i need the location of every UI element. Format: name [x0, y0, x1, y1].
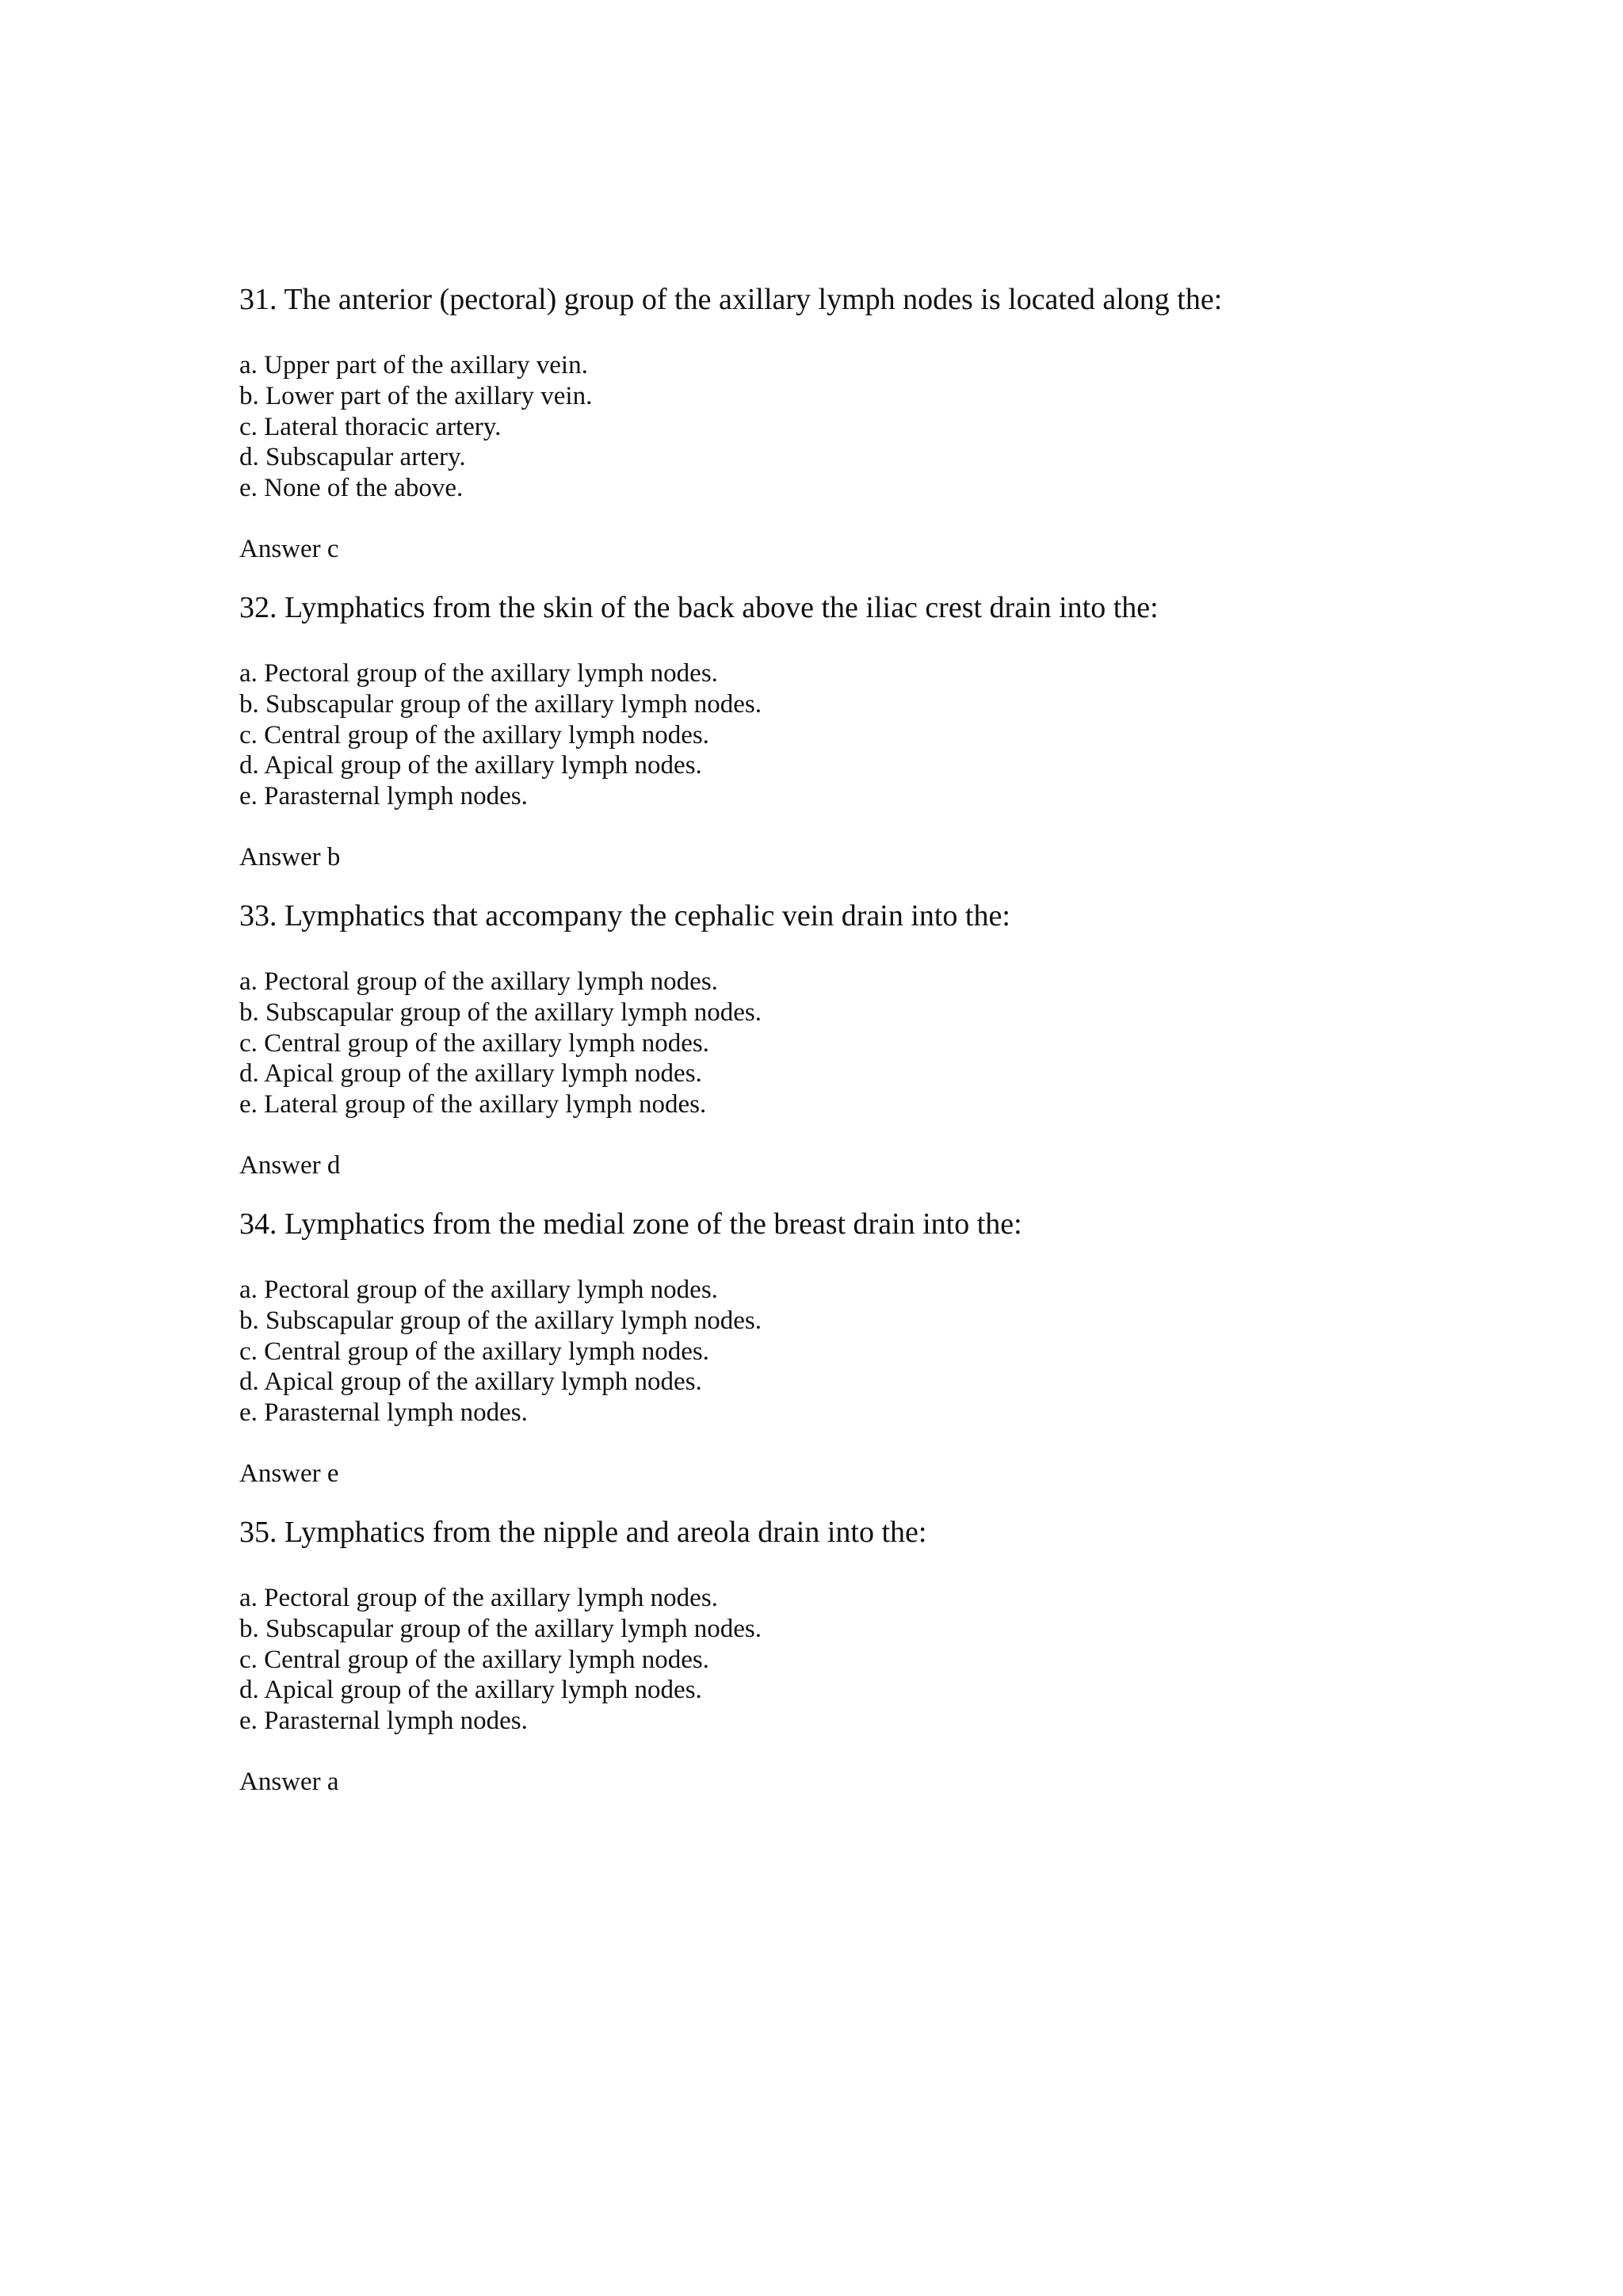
option-list [239, 350, 592, 504]
option-e: e. None of the above. [239, 474, 464, 503]
question-text: 31. The anterior (pectoral) group of the axillary lymph nodes is located along the: [239, 283, 1223, 316]
option-c: c. Central group of the axillary lymph nodes. [239, 1645, 709, 1674]
option-a: a. Pectoral group of the axillary lymph nodes. [239, 1276, 718, 1304]
option-a: a. Pectoral group of the axillary lymph nodes. [239, 1584, 718, 1612]
option-d: d. Apical group of the axillary lymph nodes. [239, 751, 702, 780]
question-text: 35. Lymphatics from the nipple and areola drain into the: [239, 1516, 927, 1549]
question-text: 34. Lymphatics from the medial zone of the breast drain into the: [239, 1207, 1022, 1241]
question-31 [239, 282, 1507, 590]
option-b: b. Lower part of the axillary vein. [239, 381, 593, 410]
option-e: e. Parasternal lymph nodes. [239, 1398, 528, 1428]
option-e: e. Parasternal lymph nodes. [239, 782, 528, 811]
question-text: 33. Lymphatics that accompany the cephalic vein drain into the: [239, 899, 1010, 933]
question-text: 32. Lymphatics from the skin of the back above the iliac crest drain into the: [239, 591, 1159, 624]
question-35 [239, 1515, 1507, 1823]
answer-line: Answer a [239, 1768, 339, 1796]
option-list [239, 1583, 762, 1737]
option-list [239, 967, 762, 1120]
option-a: a. Pectoral group of the axillary lymph nodes. [239, 659, 718, 688]
option-d: d. Apical group of the axillary lymph nodes. [239, 1676, 702, 1705]
option-c: c. Central group of the axillary lymph nodes. [239, 1337, 709, 1366]
option-c: c. Central group of the axillary lymph nodes. [239, 720, 709, 749]
option-e: e. Parasternal lymph nodes. [239, 1707, 528, 1736]
option-b: b. Subscapular group of the axillary lymph nodes. [239, 997, 762, 1027]
option-d: d. Apical group of the axillary lymph nodes. [239, 1059, 702, 1089]
option-list [239, 658, 762, 812]
option-c: c. Central group of the axillary lymph nodes. [239, 1028, 709, 1058]
option-b: b. Subscapular group of the axillary lymph nodes. [239, 1614, 762, 1643]
option-a: a. Pectoral group of the axillary lymph nodes. [239, 967, 718, 996]
option-c: c. Lateral thoracic artery. [239, 412, 502, 441]
answer-line: Answer b [239, 843, 341, 871]
option-list [239, 1275, 762, 1428]
question-32 [239, 590, 1507, 898]
answer-line: Answer c [239, 535, 339, 563]
option-b: b. Subscapular group of the axillary lymph nodes. [239, 689, 762, 719]
option-a: a. Upper part of the axillary vein. [239, 351, 588, 379]
answer-line: Answer e [239, 1459, 339, 1488]
option-b: b. Subscapular group of the axillary lymph nodes. [239, 1306, 762, 1335]
question-34 [239, 1207, 1507, 1515]
answer-line: Answer d [239, 1151, 341, 1180]
option-e: e. Lateral group of the axillary lymph nodes. [239, 1090, 707, 1119]
option-d: d. Apical group of the axillary lymph nodes. [239, 1367, 702, 1397]
question-33 [239, 898, 1507, 1207]
question-list [239, 282, 1507, 1823]
option-d: d. Subscapular artery. [239, 443, 466, 472]
